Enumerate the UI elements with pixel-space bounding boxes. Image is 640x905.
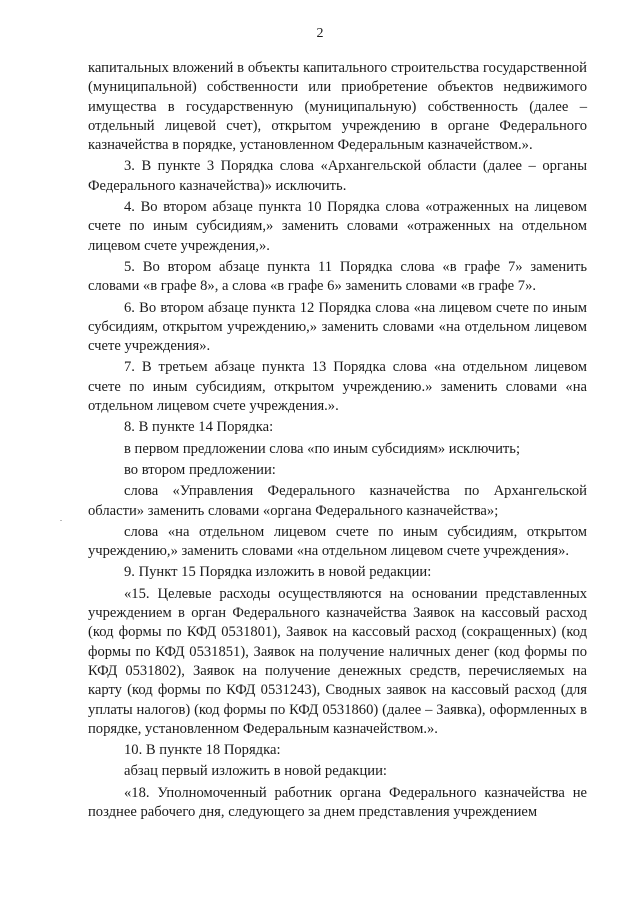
paragraph-item-5: 5. Во втором абзаце пункта 11 Порядка слова «в графе 7» заменить словами «в графе 8», а слова «в графе 6» заменить словами «в графе 7». [88, 258, 587, 295]
document-body [88, 59, 587, 822]
paragraph-item-7: 7. В третьем абзаце пункта 13 Порядка слова «на отдельном лицевом счете по иным субсидиям, открытом учреждению.» заменить словами «на отдельном лицевом счете учреждения.». [88, 359, 587, 415]
paragraph-item-8: 8. В пункте 14 Порядка: [124, 419, 274, 436]
paragraph-item-15-text: «15. Целевые расходы осуществляются на основании представленных учреждением в орган Федерального казначейства Заявок на кассовый расход (код формы по КФД 0531801), Заявок на кассовый расход (сокращенных) (код формы по КФД 0531851), Заявок на получение наличных денег (код формы по КФД 0531802), Заявок на получение денежных средств, перечисляемых на карту (код формы по КФД 0531243), Сводных заявок на кассовый расход (для уплаты налогов) (код формы по КФД 0531860) (далее – Заявка), оформленных в порядке, установленном Федеральным казначейством.». [88, 585, 587, 737]
paragraph-item-6: 6. Во втором абзаце пункта 12 Порядка слова «на лицевом счете по иным субсидиям, открытом учреждению,» заменить словами «на отдельном лицевом счете учреждения». [88, 299, 587, 355]
paragraph-item-8-words-a: слова «Управления Федерального казначейства по Архангельской области» заменить словами «органа Федерального казначейства»; [88, 483, 587, 519]
paragraph-item-3: 3. В пункте 3 Порядка слова «Архангельской области (далее – органы Федерального казначейства)» исключить. [88, 158, 587, 194]
paragraph-item-18-text: «18. Уполномоченный работник органа Федерального казначейства не позднее рабочего дня, следующего за днем представления учреждением [88, 784, 587, 820]
page-number: 2 [316, 26, 324, 41]
paragraph-item-10-first-paragraph: абзац первый изложить в новой редакции: [124, 763, 387, 780]
paragraph-item-10: 10. В пункте 18 Порядка: [124, 742, 281, 759]
paragraph-item-8-words-b: слова «на отдельном лицевом счете по иным субсидиям, открытом учреждению,» заменить словами «на отдельном лицевом счете учреждения». [88, 523, 587, 560]
paragraph-continuation: капитальных вложений в объекты капитального строительства государственной (муниципальной) собственности или приобретение объектов недвижимого имущества в государственную (муниципальную) собственность (далее – отдельный лицевой счет), открытом учреждению в органе Федерального казначейства в порядке, установленном Федеральным казначейством.». [88, 60, 587, 154]
paragraph-item-8-first-sentence: в первом предложении слова «по иным субсидиям» исключить; [124, 440, 521, 457]
scan-mark [60, 520, 62, 521]
paragraph-item-4: 4. Во втором абзаце пункта 10 Порядка слова «отраженных на лицевом счете по иным субсидиям,» заменить словами «отраженных на отдельном лицевом счете учреждения,». [88, 199, 587, 254]
paragraph-item-8-second-sentence: во втором предложении: [124, 461, 276, 478]
paragraph-item-9: 9. Пункт 15 Порядка изложить в новой редакции: [124, 564, 432, 581]
